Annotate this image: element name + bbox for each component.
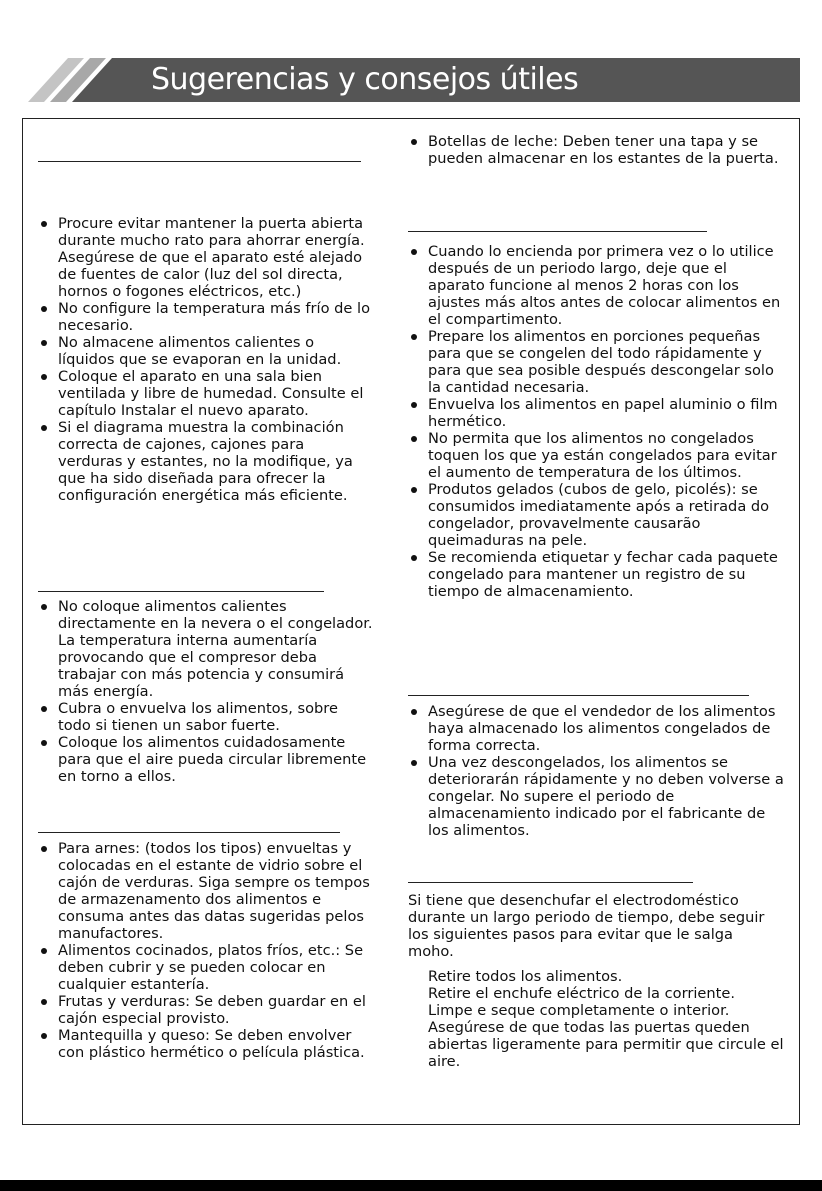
list-item: Retire el enchufe eléctrico de la corriente. bbox=[428, 985, 735, 1002]
list-item: Prepare los alimentos en porciones pequeñas para que se congelen del todo rápidamente y para que sea posible después descongelar solo la cantidad necesaria. bbox=[408, 328, 788, 396]
list-item: Si el diagrama muestra la combinación correcta de cajones, cajones para verduras y estantes, no la modifique, ya que ha sido diseñada para ofrecer la configuración energética más eficiente. bbox=[38, 419, 373, 504]
energy-tips-list bbox=[38, 215, 373, 504]
heading-rule-frozen-storage bbox=[408, 695, 749, 696]
switch-off-intro: Si tiene que desenchufar el electrodoméstico durante un largo periodo de tiempo, debe seguir los siguientes pasos para evitar que le salga moho. bbox=[408, 892, 765, 960]
list-item: Asegúrese de que el vendedor de los alimentos haya almacenado los alimentos congelados de forma correcta. bbox=[408, 703, 788, 754]
list-item: Alimentos cocinados, platos fríos, etc.: Se deben cubrir y se pueden colocar en cualquier estantería. bbox=[38, 942, 373, 993]
fresh-food-tips-list bbox=[38, 598, 373, 785]
footer-bar bbox=[0, 1180, 822, 1191]
milk-tip-list bbox=[408, 133, 788, 167]
list-item: Coloque los alimentos cuidadosamente para que el aire pueda circular libremente en torno a ellos. bbox=[38, 734, 373, 785]
list-item: Se recomienda etiquetar y fechar cada paquete congelado para mantener un registro de su tiempo de almacenamiento. bbox=[408, 549, 788, 600]
list-item: Mantequilla y queso: Se deben envolver con plástico hermético o película plástica. bbox=[38, 1027, 373, 1061]
heading-rule-refrigeration bbox=[38, 832, 340, 833]
list-item: Retire todos los alimentos. bbox=[428, 968, 623, 985]
list-item: Cuando lo encienda por primera vez o lo utilice después de un periodo largo, deje que el aparato funcione al menos 2 horas con los ajustes más altos antes de colocar alimentos en el compartimento. bbox=[408, 243, 788, 328]
page-title: Sugerencias y consejos útiles bbox=[151, 62, 579, 97]
list-item: Botellas de leche: Deben tener una tapa y se pueden almacenar en los estantes de la puerta. bbox=[408, 133, 788, 167]
list-item: Coloque el aparato en una sala bien ventilada y libre de humedad. Consulte el capítulo Instalar el nuevo aparato. bbox=[38, 368, 373, 419]
freezing-tips-list bbox=[408, 243, 788, 600]
heading-rule-freezing bbox=[408, 231, 707, 232]
list-item: Una vez descongelados, los alimentos se deteriorarán rápidamente y no deben volverse a congelar. No supere el periodo de almacenamiento indicado por el fabricante de los alimentos. bbox=[408, 754, 788, 839]
list-item: Procure evitar mantener la puerta abierta durante mucho rato para ahorrar energía. Asegúrese de que el aparato esté alejado de fuentes de calor (luz del sol directa, hornos o fogones eléctricos, etc.) bbox=[38, 215, 373, 300]
list-item: Produtos gelados (cubos de gelo, picolés): se consumidos imediatamente após a retirada do congelador, provavelmente causarão queimaduras na pele. bbox=[408, 481, 788, 549]
list-item: No coloque alimentos calientes directamente en la nevera o el congelador. La temperatura interna aumentaría provocando que el compresor deba trabajar con más potencia y consumirá más energía. bbox=[38, 598, 373, 700]
list-item: Frutas y verduras: Se deben guardar en el cajón especial provisto. bbox=[38, 993, 373, 1027]
section-banner bbox=[28, 58, 800, 102]
list-item: No almacene alimentos calientes o líquidos que se evaporan en la unidad. bbox=[38, 334, 373, 368]
frozen-storage-tips-list bbox=[408, 703, 788, 839]
list-item: Asegúrese de que todas las puertas queden abiertas ligeramente para permitir que circule el aire. bbox=[428, 1019, 784, 1070]
heading-rule-fresh-food bbox=[38, 591, 324, 592]
list-item: Limpe e seque completamente o interior. bbox=[428, 1002, 730, 1019]
list-item: Para arnes: (todos los tipos) envueltas y colocadas en el estante de vidrio sobre el cajón de verduras. Siga sempre os tempos de armazenamento dos alimentos e consuma antes das datas sugeridas pelos manufactores. bbox=[38, 840, 373, 942]
list-item: No permita que los alimentos no congelados toquen los que ya están congelados para evitar el aumento de temperatura de los últimos. bbox=[408, 430, 788, 481]
list-item: Envuelva los alimentos en papel aluminio o film hermético. bbox=[408, 396, 788, 430]
switch-off-steps-list bbox=[428, 968, 788, 1070]
list-item: No configure la temperatura más frío de lo necesario. bbox=[38, 300, 373, 334]
heading-rule-energy bbox=[38, 161, 361, 162]
heading-rule-switch-off bbox=[408, 882, 693, 883]
list-item: Cubra o envuelva los alimentos, sobre todo si tienen un sabor fuerte. bbox=[38, 700, 373, 734]
refrigeration-tips-list bbox=[38, 840, 373, 1061]
